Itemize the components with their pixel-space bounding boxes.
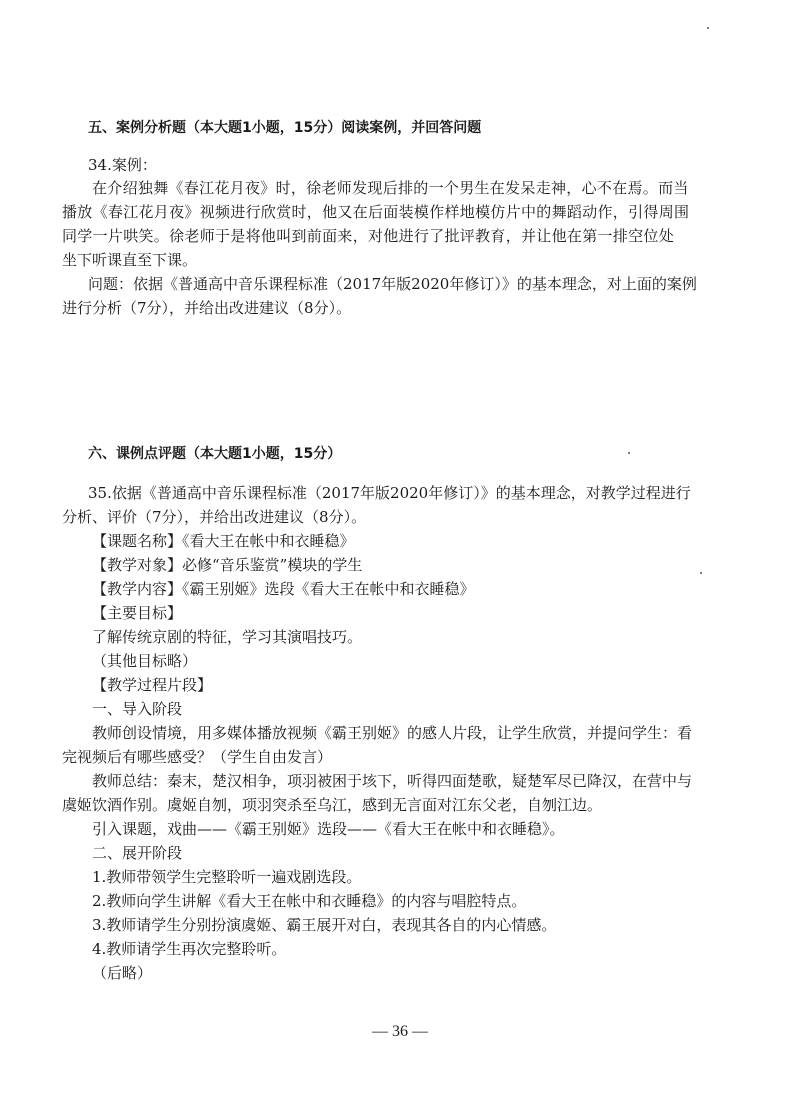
stage-2-step: 2.教师向学生讲解《看大王在帐中和衣睡稳》的内容与唱腔特点。 — [92, 892, 527, 910]
stage-1-summary: 教师总结：秦末，楚汉相争，项羽被困于垓下，听得四面楚歌，疑楚军尽已降汉，在营中与 — [92, 772, 693, 790]
question-34-prompt: 进行分析（7分），并给出改进建议（8分）。 — [62, 299, 352, 317]
lesson-content-line: 【教学内容】《霸王别姬》选段《看大王在帐中和衣睡稳》 — [92, 580, 475, 598]
case-text-line: 播放《春江花月夜》视频进行欣赏时，他又在后面装模作样地模仿片中的舞蹈动作，引得周围 — [62, 203, 690, 221]
question-35-prompt: 分析、评价（7分），并给出改进建议（8分）。 — [62, 508, 367, 526]
case-text-line: 在介绍独舞《春江花月夜》时，徐老师发现后排的一个男生在发呆走神，心不在焉。而当 — [92, 179, 689, 197]
stage-1-intro: 引入课题，戏曲——《霸王别姬》选段——《看大王在帐中和衣睡稳》。 — [92, 820, 565, 838]
scan-speck — [707, 27, 709, 29]
case-text-line: 坐下听课直至下课。 — [62, 251, 198, 269]
question-34-label: 34.案例： — [88, 156, 157, 174]
stage-1-summary: 虞姬饮酒作别。虞姬自刎，项羽突杀至乌江，感到无言面对江东父老，自刎江边。 — [62, 796, 603, 814]
question-34-prompt: 问题：依据《普通高中音乐课程标准（2017年版2020年修订）》的基本理念，对上面的案例 — [88, 275, 697, 293]
stage-2-step: 1.教师带领学生完整聆听一遍戏剧选段。 — [92, 868, 362, 886]
lesson-goal-heading: 【主要目标】 — [92, 604, 183, 622]
stage-2-heading: 二、展开阶段 — [92, 844, 183, 862]
page-number: — 36 — — [372, 1023, 428, 1040]
stage-1-heading: 一、导入阶段 — [92, 700, 183, 718]
section-6-heading: 六、课例点评题（本大题1小题，15分） — [88, 446, 342, 462]
stage-1-text: 教师创设情境，用多媒体播放视频《霸王别姬》的感人片段，让学生欣赏，并提问学生：看 — [92, 724, 693, 742]
lesson-process-heading: 【教学过程片段】 — [92, 676, 213, 694]
case-text-line: 同学一片哄笑。徐老师于是将他叫到前面来，对他进行了批评教育，并让他在第一排空位处 — [62, 227, 675, 245]
lesson-goal-other: （其他目标略） — [92, 652, 198, 670]
stage-2-step: 3.教师请学生分别扮演虞姬、霸王展开对白，表现其各自的内心情感。 — [92, 916, 557, 934]
stage-1-text: 完视频后有哪些感受？（学生自由发言） — [62, 748, 333, 766]
section-5-heading: 五、案例分析题（本大题1小题，15分）阅读案例，并回答问题 — [88, 120, 482, 136]
scan-speck — [700, 572, 702, 574]
stage-2-step: 4.教师请学生再次完整聆听。 — [92, 940, 287, 958]
question-35-prompt: 35.依据《普通高中音乐课程标准（2017年版2020年修订）》的基本理念，对教学过程进行 — [88, 484, 691, 502]
omitted-note: （后略） — [92, 964, 153, 982]
lesson-audience-line: 【教学对象】必修“音乐鉴赏”模块的学生 — [92, 556, 363, 574]
lesson-title-line: 【课题名称】《看大王在帐中和衣睡稳》 — [92, 532, 355, 550]
lesson-goal-text: 了解传统京剧的特征，学习其演唱技巧。 — [92, 628, 363, 646]
scan-speck — [628, 452, 630, 454]
